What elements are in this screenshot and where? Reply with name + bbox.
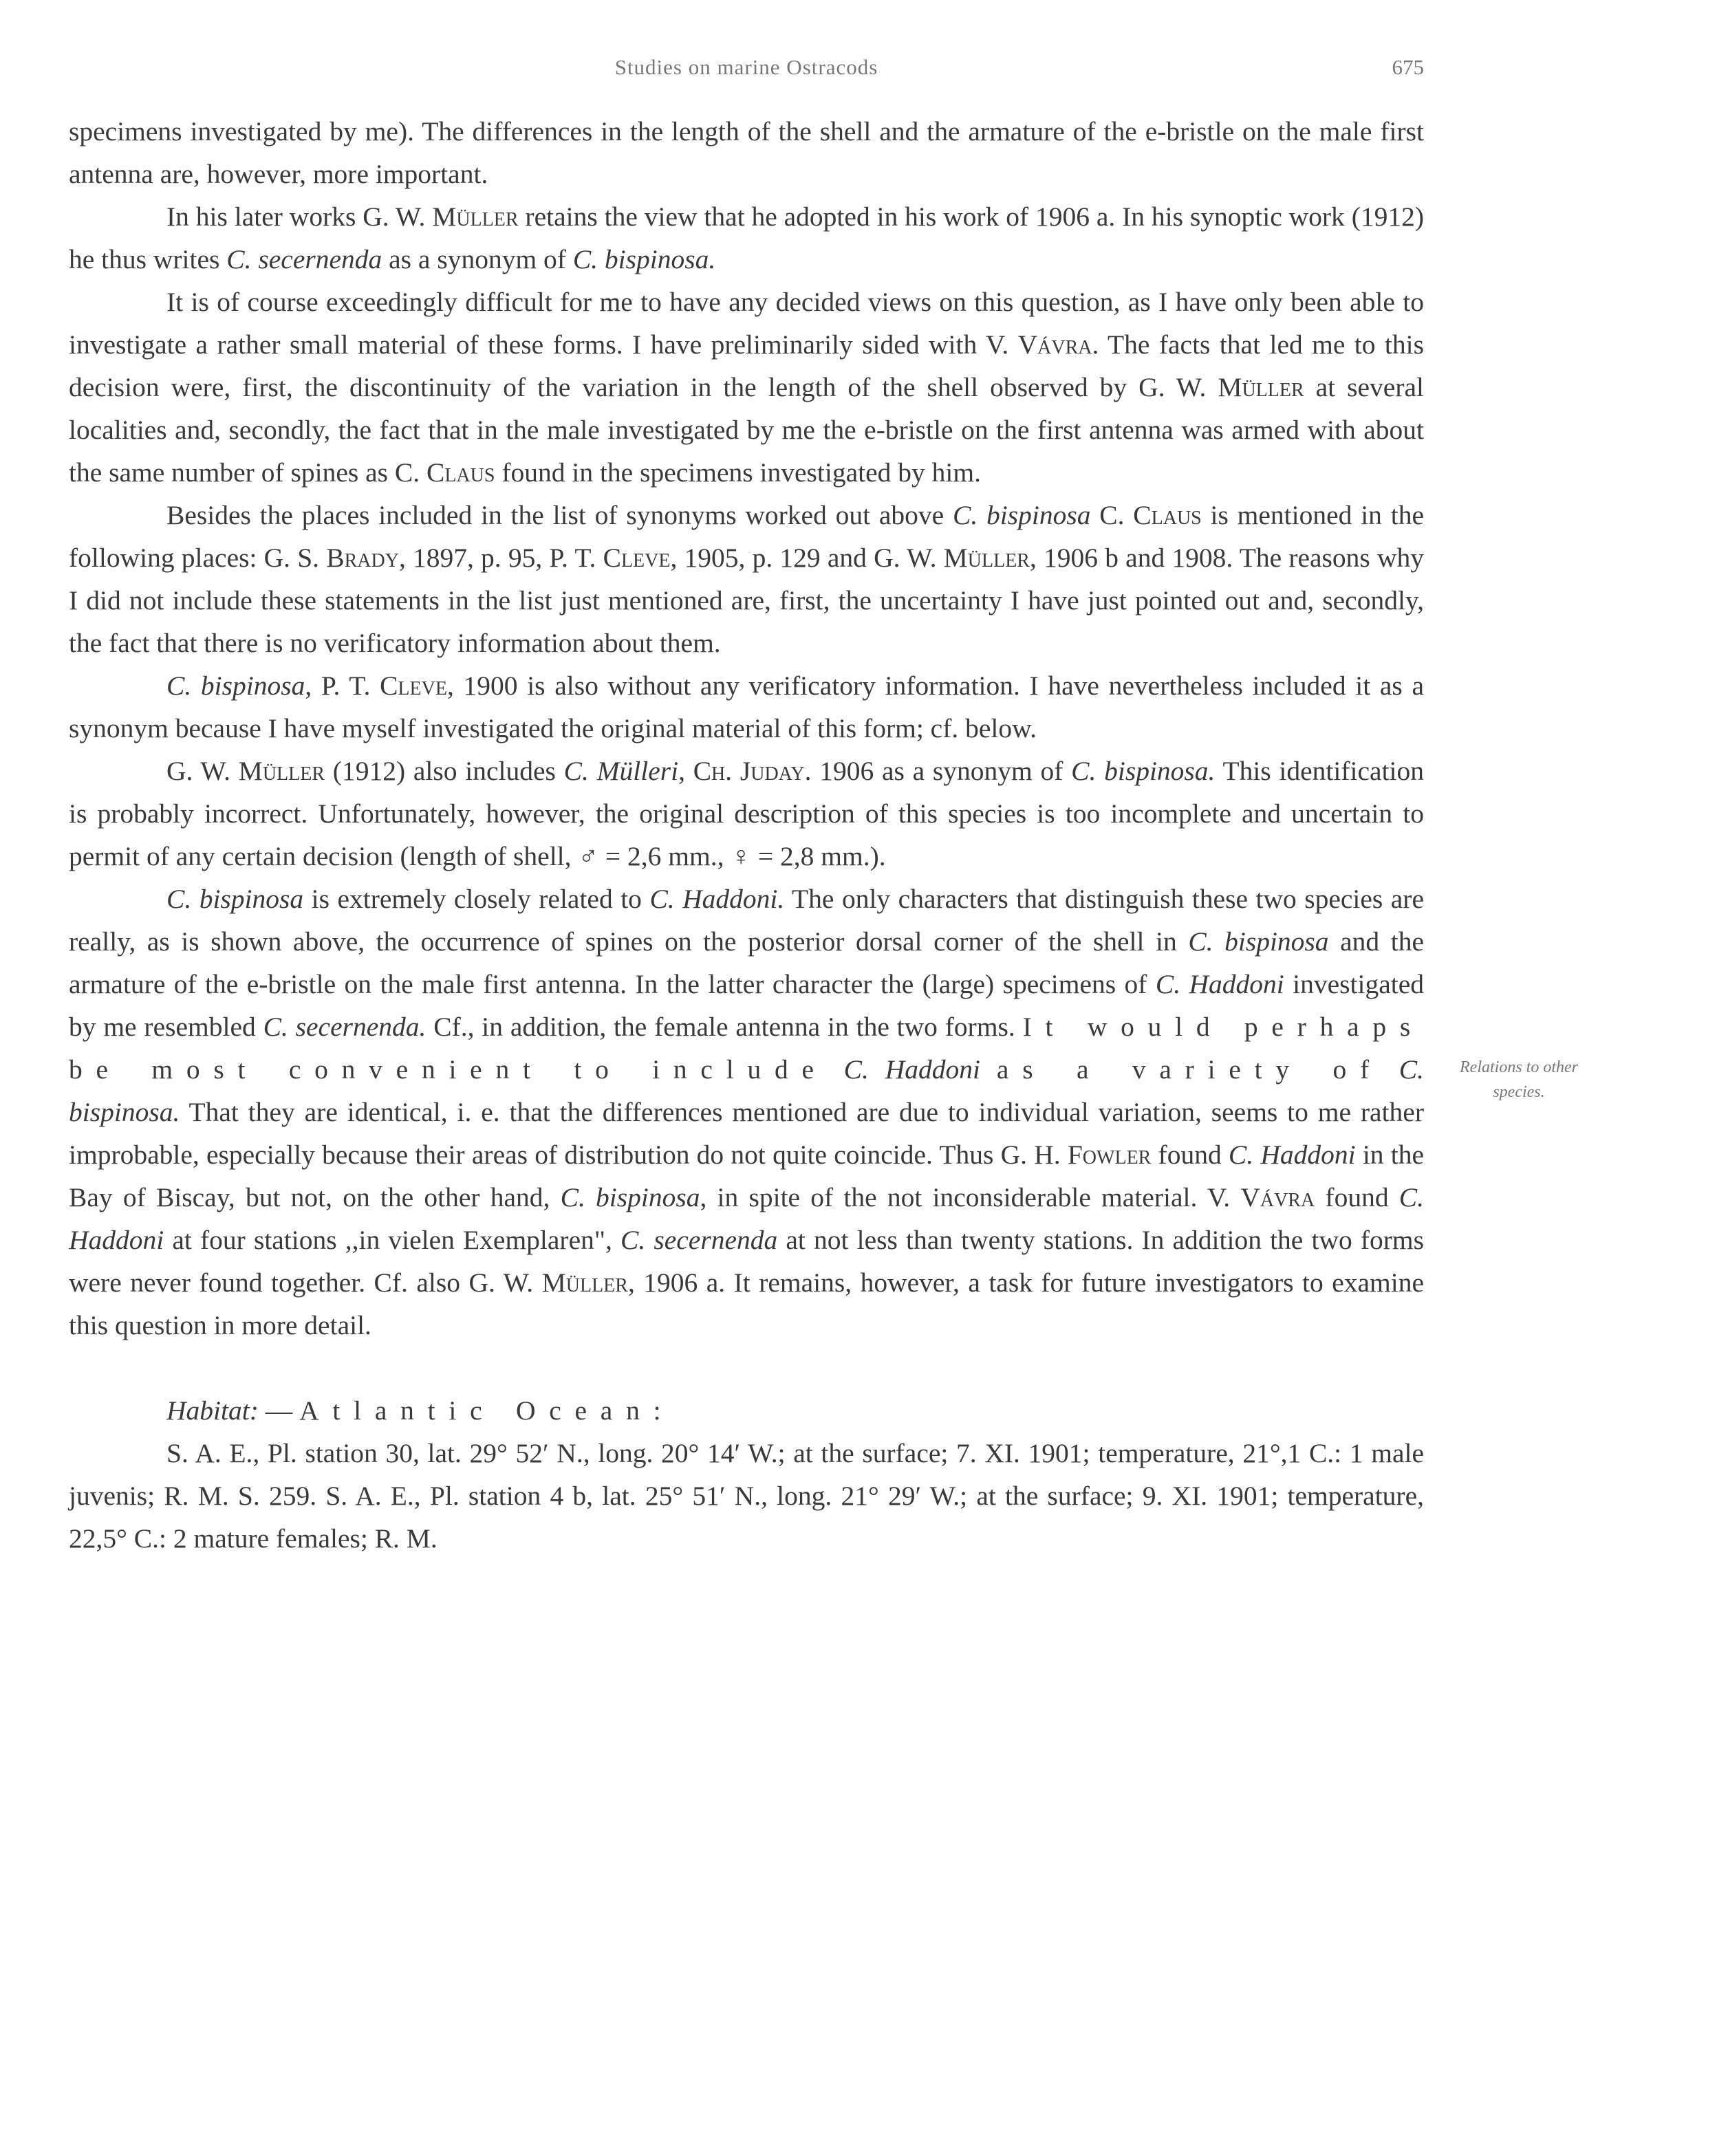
italic-text: C. bispinosa [166, 671, 305, 701]
margin-note-line: species. [1493, 1083, 1545, 1101]
italic-text: C. bispinosa [1188, 926, 1329, 957]
italic-text: C. bispinosa. [572, 244, 716, 274]
paragraph [69, 878, 1424, 1347]
text-run: found [1315, 1182, 1399, 1212]
italic-text: C. bispinosa. [1071, 756, 1216, 786]
text-run: found in the specimens investigated by him. [495, 457, 981, 488]
text-run: at several localities and, secondly, the fact that in the male investigated by me the e-bristle on the first antenna was armed with about the same number of spines as C. [69, 372, 1424, 488]
text-run: in the Bay of Biscay, but not, on the other hand, [69, 1140, 1425, 1212]
text-run: , 1897, p. 95, P. T. [398, 543, 603, 573]
italic-text: C. Haddoni [1228, 1140, 1356, 1170]
text-run: at four stations ,,in vielen Exemplaren", [164, 1225, 620, 1255]
text-run: C. [1090, 500, 1134, 530]
text-run: at not less than twenty stations. In addition the two forms were never found together. Cf. also G. W. [69, 1225, 1425, 1298]
paragraph [69, 281, 1424, 494]
text-run: G. W. [166, 756, 239, 786]
italic-text: C. Haddoni [843, 1054, 981, 1085]
italic-text: C. bispinosa. [69, 1054, 1425, 1127]
text-run: Besides the places included in the list of synonyms worked out above [166, 500, 953, 530]
text-run: S. A. E., Pl. station 30, lat. 29° 52′ N., long. 20° 14′ W.; at the surface; 7. XI. 1901; temperature, 21°,1 C.: 1 male juvenis; R. M. S. 259. S. A. E., Pl. station 4 b, lat. 25° 51′ N., long. 21° 29′ W.; at the surface; 9. XI. 1901; temperature, 22,5° C.: 2 mature females; R. M. [69, 1438, 1424, 1554]
text-run: , 1906 b and 1908. The reasons why I did not include these statements in the list just mentioned are, first, the uncertainty I have just pointed out and, secondly, the fact that there is no verificatory information about them. [69, 543, 1424, 658]
paragraph [69, 664, 1424, 750]
italic-text: C. Mülleri [563, 756, 679, 786]
paragraph [69, 1389, 1424, 1432]
text-run: investigated by me resembled [69, 969, 1424, 1042]
text-run: The only characters that distinguish these two species are really, as is shown above, the occurrence of spines on the posterior dorsal corner of the shell in [69, 884, 1424, 957]
author-name: Cleve [603, 543, 671, 573]
text-run: is extremely closely related to [303, 884, 650, 914]
text-run: retains the view that he adopted in his work of 1906 a. In his synoptic work (1912) he thus writes [69, 202, 1424, 274]
italic-text: Habitat: [166, 1395, 259, 1426]
author-name: Müller [432, 202, 519, 232]
paragraph [69, 110, 1424, 195]
text-run [1383, 1054, 1399, 1085]
text-run: as a synonym of [382, 244, 573, 274]
text-run [828, 1054, 844, 1085]
author-name: Cleve [380, 671, 447, 701]
spaced-text: as a variety of [996, 1054, 1383, 1085]
text-run: , 1906 a. It remains, however, a task for future investigators to examine this question in more detail. [69, 1267, 1424, 1340]
margin-note [1450, 1055, 1588, 1104]
text-run [980, 1054, 997, 1085]
text-run: specimens investigated by me). The differences in the length of the shell and the armature of the e-bristle on the male first antenna are, however, more important. [69, 116, 1424, 189]
text-run: , P. T. [305, 671, 380, 701]
text-run: It is of course exceedingly difficult for me to have any decided views on this question, as I have only been able to investigate a rather small material of these forms. I have preliminarily sided with V. [69, 287, 1424, 360]
page-header [69, 55, 1424, 96]
text-run: — [258, 1395, 300, 1426]
spaced-text: Atlantic Ocean: [299, 1395, 675, 1426]
author-name: Müller [1218, 372, 1304, 402]
author-name: Müller [238, 756, 325, 786]
paragraph [69, 195, 1424, 281]
text-run: found [1151, 1140, 1229, 1170]
text-run: Cf., in addition, the female antenna in the two forms. [426, 1012, 1023, 1042]
text-run: . The facts that led me to this decision were, first, the discontinuity of the variation in the length of the shell observed by G. W. [69, 329, 1424, 402]
margin-note-line: Relations to other [1460, 1058, 1578, 1076]
author-name: Ch. Juday [693, 756, 805, 786]
author-name: Claus [426, 457, 495, 488]
author-name: Brady [326, 543, 399, 573]
italic-text: C. Haddoni [1155, 969, 1284, 999]
text-run: . 1906 as a synonym of [804, 756, 1072, 786]
author-name: Claus [1133, 500, 1202, 530]
text-run: and the armature of the e-bristle on the male first antenna. In the latter character the (large) specimens of [69, 926, 1424, 999]
italic-text: C. Haddoni. [649, 884, 785, 914]
paragraph [69, 1432, 1424, 1560]
author-name: Müller [943, 543, 1030, 573]
text-run: , 1905, p. 129 and G. W. [670, 543, 944, 573]
italic-text: C. secernenda. [263, 1012, 426, 1042]
author-name: Müller [541, 1267, 628, 1298]
text-run: This identification is probably incorrect. Unfortunately, however, the original description of this species is too incomplete and uncertain to permit of any certain decision (length of shell, ♂ = 2,6 mm., ♀ = 2,8 mm.). [69, 756, 1425, 871]
author-name: Fowler [1067, 1140, 1152, 1170]
body-text [69, 110, 1424, 1560]
text-run: That they are identical, i. e. that the differences mentioned are due to individual variation, seems to me rather improbable, especially because their areas of distribution do not quite coincide. Thus G. H. [69, 1097, 1424, 1170]
author-name: Vávra [1240, 1182, 1315, 1212]
text-run: , 1900 is also without any verificatory information. I have nevertheless included it as a synonym because I have myself investigated the original material of this form; cf. below. [69, 671, 1424, 743]
text-run: , [678, 756, 693, 786]
text-run: , in spite of the not inconsiderable material. V. [700, 1182, 1241, 1212]
italic-text: C. secernenda [226, 244, 382, 274]
text-run: (1912) also includes [325, 756, 564, 786]
page-number: 675 [1392, 55, 1424, 79]
text-run: is mentioned in the following places: G. S. [69, 500, 1424, 573]
paragraph [69, 750, 1424, 878]
italic-text: C. bispinosa [166, 884, 304, 914]
running-title: Studies on marine Ostracods [614, 55, 878, 79]
paragraph [69, 494, 1424, 664]
text-run: In his later works G. W. [166, 202, 433, 232]
author-name: Vávra [1017, 329, 1092, 360]
italic-text: C. bispinosa [953, 500, 1091, 530]
italic-text: C. bispinosa [560, 1182, 700, 1212]
spaced-text: It would perhaps be most convenient to include [69, 1012, 1425, 1085]
italic-text: C. Haddoni [69, 1182, 1425, 1255]
italic-text: C. secernenda [620, 1225, 778, 1255]
